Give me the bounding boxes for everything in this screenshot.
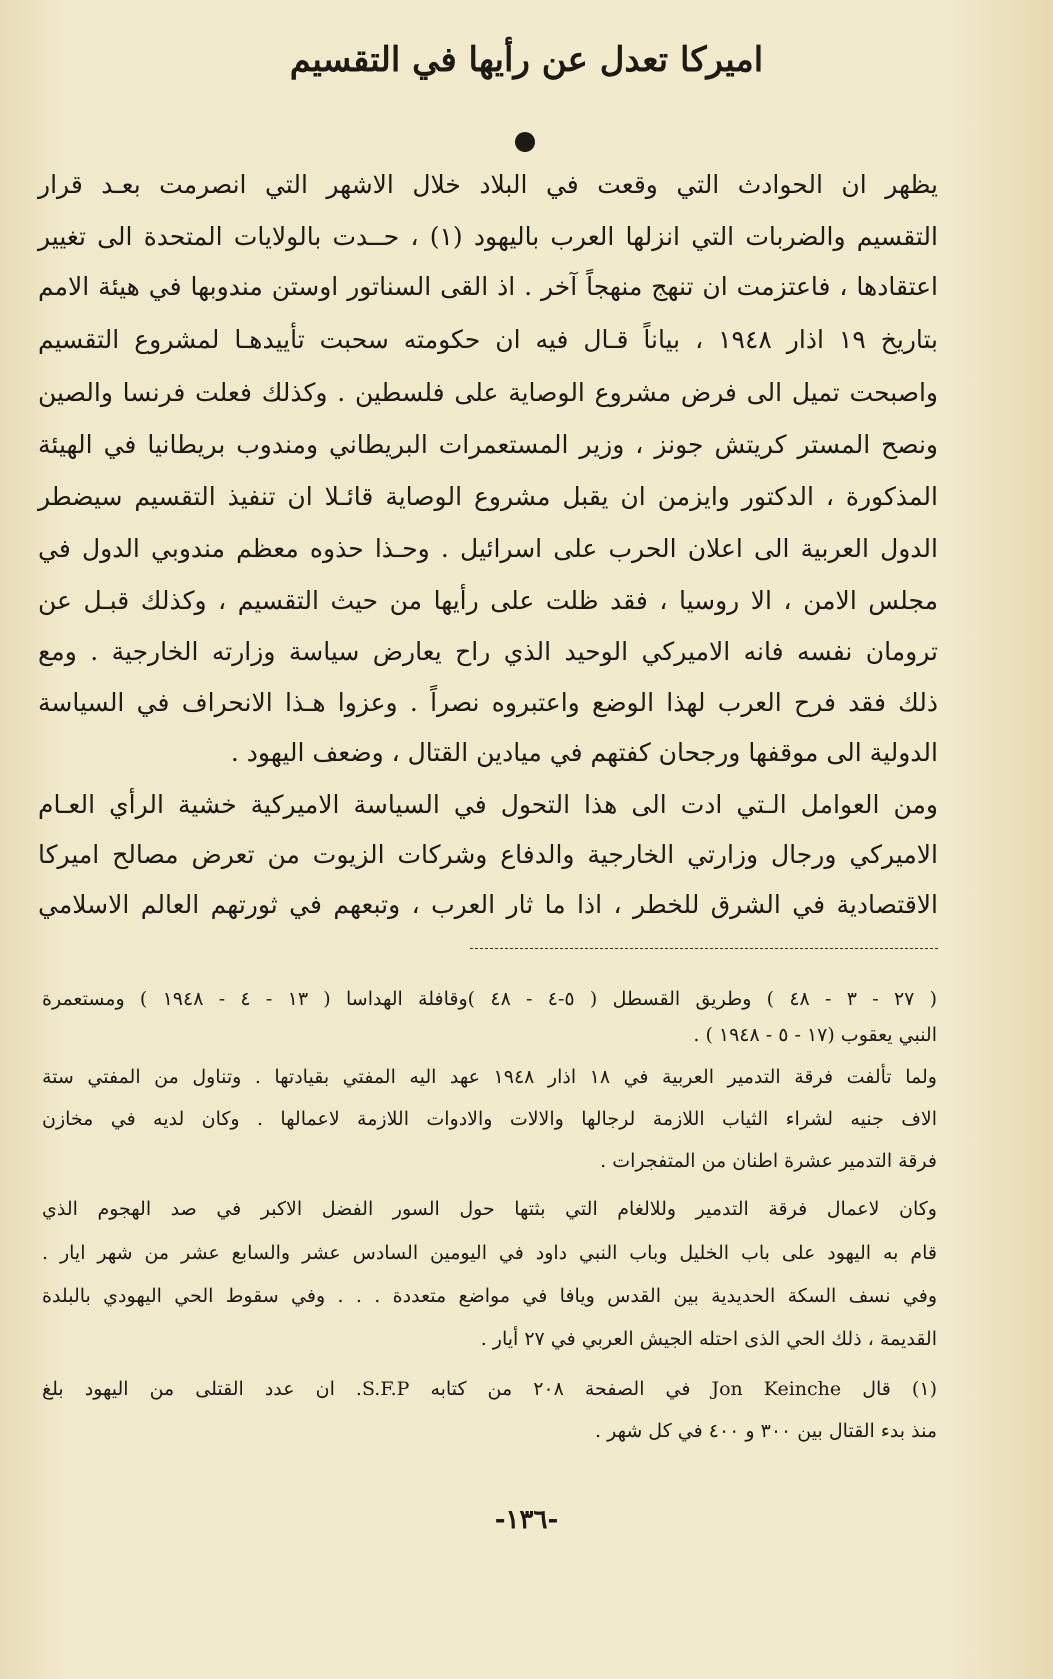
body-line: الدولية الى موقفها ورجحان كفتهم في ميادين القتال ، وضعف اليهود . xyxy=(230,738,938,767)
footnote-line: قام به اليهود على باب الخليل وباب النبي داود في اليومين السادس عشر والسابع عشر من شهر ايار . xyxy=(42,1242,937,1264)
body-line: واصبحت تميل الى فرض مشروع الوصاية على فلسطين . وكذلك فعلت فرنسا والصين xyxy=(38,378,938,407)
footnote-line: الاف جنيه لشراء الثياب اللازمة لرجالها والالات والادوات اللازمة لاعمالها . وكان لديه في مخازن xyxy=(42,1108,937,1130)
body-line: اعتقادها ، فاعتزمت ان تنهج منهجاً آخر . اذ القى السناتور اوستن مندوبها في هيئة الامم xyxy=(38,272,938,301)
footnote-line: وفي نسف السكة الحديدية بين القدس ويافا في مواضع متعددة . . . وفي سقوط الحي اليهودي بالبلدة xyxy=(42,1285,937,1307)
page-title: اميركا تعدل عن رأيها في التقسيم xyxy=(289,40,764,80)
body-line: يظهر ان الحوادث التي وقعت في البلاد خلال الاشهر التي انصرمت بعـد قرار xyxy=(38,170,938,199)
page-number: -١٣٦- xyxy=(494,1505,559,1535)
footnote-line: (١) قال Jon Keinche في الصفحة ٢٠٨ من كتابه S.F.P. ان عدد القتلى من اليهود بلغ xyxy=(42,1378,937,1400)
body-line: المذكورة ، الدكتور وايزمن ان يقبل مشروع الوصاية قائـلا ان تنفيذ التقسيم سيضطر xyxy=(38,482,938,511)
footnote-line: النبي يعقوب (١٧ - ٥ - ١٩٤٨ ) . xyxy=(693,1024,937,1046)
footnote-line: منذ بدء القتال بين ٣٠٠ و ٤٠٠ في كل شهر . xyxy=(595,1420,937,1442)
body-line: مجلس الامن ، الا روسيا ، فقد ظلت على رأيها من حيث التقسيم ، وكذلك قبـل عن xyxy=(38,586,938,615)
footnote-line: ولما تألفت فرقة التدمير العربية في ١٨ اذار ١٩٤٨ عهد اليه المفتي بقيادتها . وتناول من المفتي ستة xyxy=(42,1066,937,1088)
body-line: بتاريخ ١٩ اذار ١٩٤٨ ، بياناً قـال فيه ان حكومته سحبت تأييدهـا لمشروع التقسيم xyxy=(38,325,939,354)
body-line: ترومان نفسه فانه الاميركي الوحيد الذي راح يعارض سياسة وزارته الخارجية . ومع xyxy=(38,637,938,666)
footnote-line: وكان لاعمال فرقة التدمير وللالغام التي بثتها حول السور الفضل الاكبر في صد الهجوم الذي xyxy=(42,1198,937,1220)
body-line: ونصح المستر كريتش جونز ، وزير المستعمرات البريطاني ومندوب بريطانيا في الهيئة xyxy=(38,430,938,459)
body-line: الدول العربية الى اعلان الحرب على اسرائيل . وحـذا حذوه معظم مندوبي الدول في xyxy=(38,534,938,563)
bullet-dot xyxy=(515,132,535,152)
body-line: الاميركي ورجال وزارتي الخارجية والدفاع وشركات الزيوت من تعرض مصالح اميركا xyxy=(38,840,938,869)
footnote-divider xyxy=(470,948,938,949)
footnote-line: فرقة التدمير عشرة اطنان من المتفجرات . xyxy=(600,1150,937,1172)
footnote-line: ( ٢٧ - ٣ - ٤٨ ) وطريق القسطل ( ٥-٤ - ٤٨ )وقافلة الهداسا ( ١٣ - ٤ - ١٩٤٨ ) ومستعمرة xyxy=(42,988,938,1010)
body-line: ومن العوامل الـتي ادت الى هذا التحول في السياسة الاميركية خشية الرأي العـام xyxy=(38,790,938,819)
body-line: الاقتصادية في الشرق للخطر ، اذا ما ثار العرب ، وتبعهم في ثورتهم العالم الاسلامي xyxy=(38,890,938,919)
body-line: ذلك فقد فرح العرب لهذا الوضع واعتبروه نصراً . وعزوا هـذا الانحراف في السياسة xyxy=(38,688,938,717)
body-line: التقسيم والضربات التي انزلها العرب باليهود (١) ، حــدت بالولايات المتحدة الى تغيير xyxy=(38,222,938,251)
footnote-line: القديمة ، ذلك الحي الذى احتله الجيش العربي في ٢٧ أيار . xyxy=(480,1328,937,1350)
